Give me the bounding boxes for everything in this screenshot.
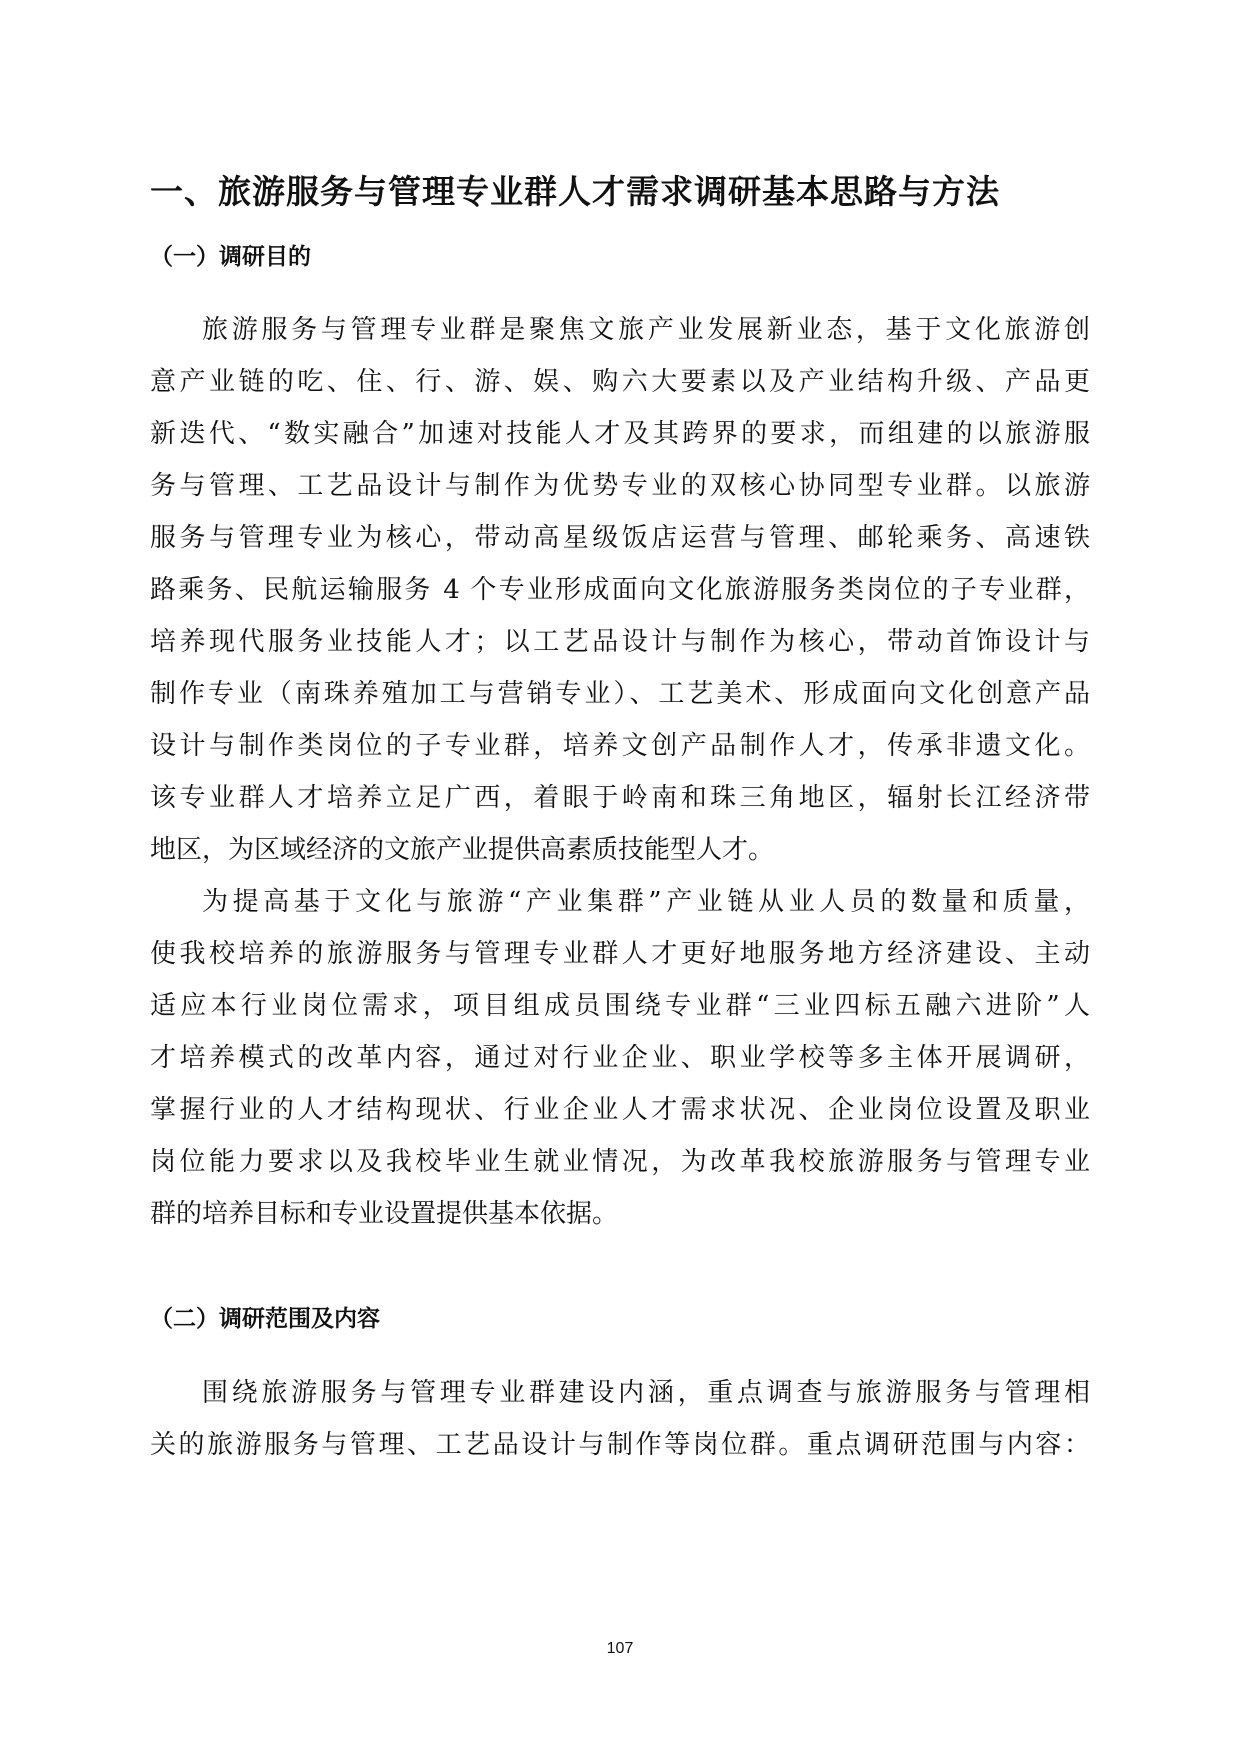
paragraph-line: 为提高基于文化与旅游“产业集群”产业链从业人员的数量和质量，	[202, 887, 1090, 917]
subsection-1-paragraph-1	[150, 304, 1090, 876]
paragraph-line: 路乘务、民航运输服务 4 个专业形成面向文化旅游服务类岗位的子专业群，	[150, 575, 1090, 605]
paragraph-line: 群的培养目标和专业设置提供基本依据。	[150, 1199, 619, 1229]
paragraph-line: 才培养模式的改革内容，通过对行业企业、职业学校等多主体开展调研，	[150, 1043, 1090, 1073]
subsection-1-paragraph-2	[150, 876, 1090, 1240]
subsection-2-title: （二）调研范围及内容	[150, 1306, 380, 1332]
paragraph-line: 设计与制作类岗位的子专业群，培养文创产品制作人才，传承非遗文化。	[150, 731, 1090, 761]
paragraph-line: 适应本行业岗位需求，项目组成员围绕专业群“三业四标五融六进阶”人	[150, 991, 1090, 1021]
paragraph-line: 掌握行业的人才结构现状、行业企业人才需求状况、企业岗位设置及职业	[150, 1095, 1090, 1125]
section-title: 一、旅游服务与管理专业群人才需求调研基本思路与方法	[150, 172, 1000, 211]
paragraph-line: 旅游服务与管理专业群是聚焦文旅产业发展新业态，基于文化旅游创	[202, 315, 1090, 345]
paragraph-line: 使我校培养的旅游服务与管理专业群人才更好地服务地方经济建设、主动	[150, 939, 1090, 969]
subsection-1-title: （一）调研目的	[150, 244, 311, 270]
subsection-2-paragraph-1	[150, 1367, 1090, 1471]
paragraph-line: 地区，为区域经济的文旅产业提供高素质技能型人才。	[150, 835, 775, 865]
paragraph-line: 岗位能力要求以及我校毕业生就业情况，为改革我校旅游服务与管理专业	[150, 1147, 1090, 1177]
paragraph-line: 新迭代、“数实融合”加速对技能人才及其跨界的要求，而组建的以旅游服	[150, 419, 1090, 449]
paragraph-line: 务与管理、工艺品设计与制作为优势专业的双核心协同型专业群。以旅游	[150, 471, 1090, 501]
paragraph-line: 培养现代服务业技能人才；以工艺品设计与制作为核心，带动首饰设计与	[150, 627, 1090, 657]
paragraph-line: 意产业链的吃、住、行、游、娱、购六大要素以及产业结构升级、产品更	[150, 367, 1090, 397]
paragraph-line: 关的旅游服务与管理、工艺品设计与制作等岗位群。重点调研范围与内容：	[150, 1430, 1090, 1460]
paragraph-line: 该专业群人才培养立足广西，着眼于岭南和珠三角地区，辐射长江经济带	[150, 783, 1090, 813]
paragraph-line: 围绕旅游服务与管理专业群建设内涵，重点调查与旅游服务与管理相	[202, 1378, 1090, 1408]
paragraph-line: 服务与管理专业为核心，带动高星级饭店运营与管理、邮轮乘务、高速铁	[150, 523, 1090, 553]
page-number: 107	[606, 1640, 634, 1657]
paragraph-line: 制作专业（南珠养殖加工与营销专业）、工艺美术、形成面向文化创意产品	[150, 679, 1090, 709]
